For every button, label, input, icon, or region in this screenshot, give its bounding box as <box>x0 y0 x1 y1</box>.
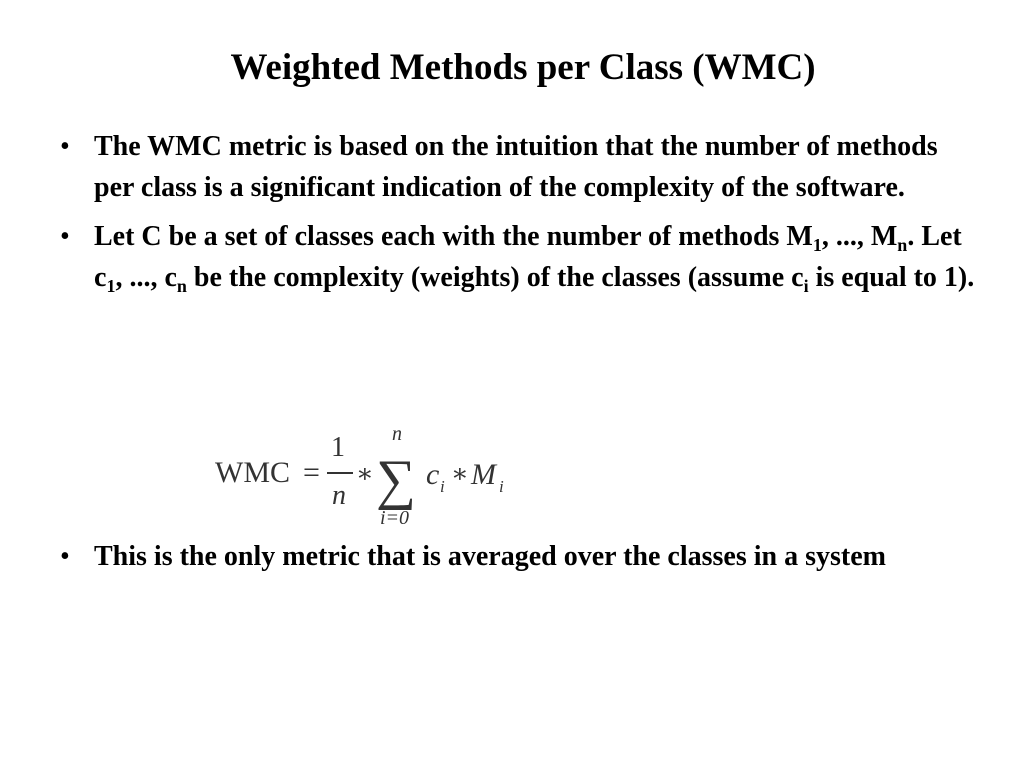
formula-equals: = <box>303 456 320 489</box>
text-run: , ..., M <box>821 221 898 252</box>
bullet-marker: • <box>60 541 70 572</box>
formula-upper-limit: n <box>392 423 402 445</box>
text-run: is equal to 1). <box>808 262 975 293</box>
bullet-list-footer <box>60 536 980 585</box>
bullet-marker: • <box>60 131 70 162</box>
slide-title: Weighted Methods per Class (WMC) <box>230 47 816 88</box>
formula-c-subscript: i <box>440 477 445 496</box>
bullet-item-definition <box>60 216 980 298</box>
formula-sigma: ∑ <box>376 449 416 511</box>
bullet-item-averaged <box>60 536 980 577</box>
subscript: n <box>897 235 908 255</box>
bullet-item-wmc-intuition <box>60 126 980 208</box>
bullet-marker: • <box>60 221 70 252</box>
formula-c: c <box>426 458 440 491</box>
subscript: 1 <box>106 276 116 296</box>
bullet-text: The WMC metric is based on the intuition that the number of methods per class is a significant indication of the complexity of the software. <box>94 131 938 203</box>
formula-times-1: ∗ <box>356 459 374 488</box>
bullet-text: This is the only metric that is averaged over the classes in a system <box>94 541 886 572</box>
formula-lhs: WMC <box>215 456 290 489</box>
formula-lower-limit: i=0 <box>380 507 410 528</box>
text-run: , ..., c <box>115 262 177 293</box>
text-run: Let C be a set of classes each with the number of methods M <box>94 221 813 252</box>
formula-denominator: n <box>332 480 346 511</box>
formula-numerator: 1 <box>331 432 345 463</box>
text-run: be the complexity (weights) of the classes (assume c <box>186 262 804 293</box>
formula-times-2: ∗ <box>451 459 469 488</box>
wmc-formula <box>213 418 513 528</box>
bullet-list <box>60 126 980 306</box>
formula-m: M <box>471 458 496 491</box>
subscript: n <box>176 276 187 296</box>
bullet-text <box>94 221 975 296</box>
text-run: . Let c <box>94 221 962 293</box>
subscript: 1 <box>812 235 822 255</box>
formula-m-subscript: i <box>499 477 504 496</box>
subscript: i <box>803 276 809 296</box>
